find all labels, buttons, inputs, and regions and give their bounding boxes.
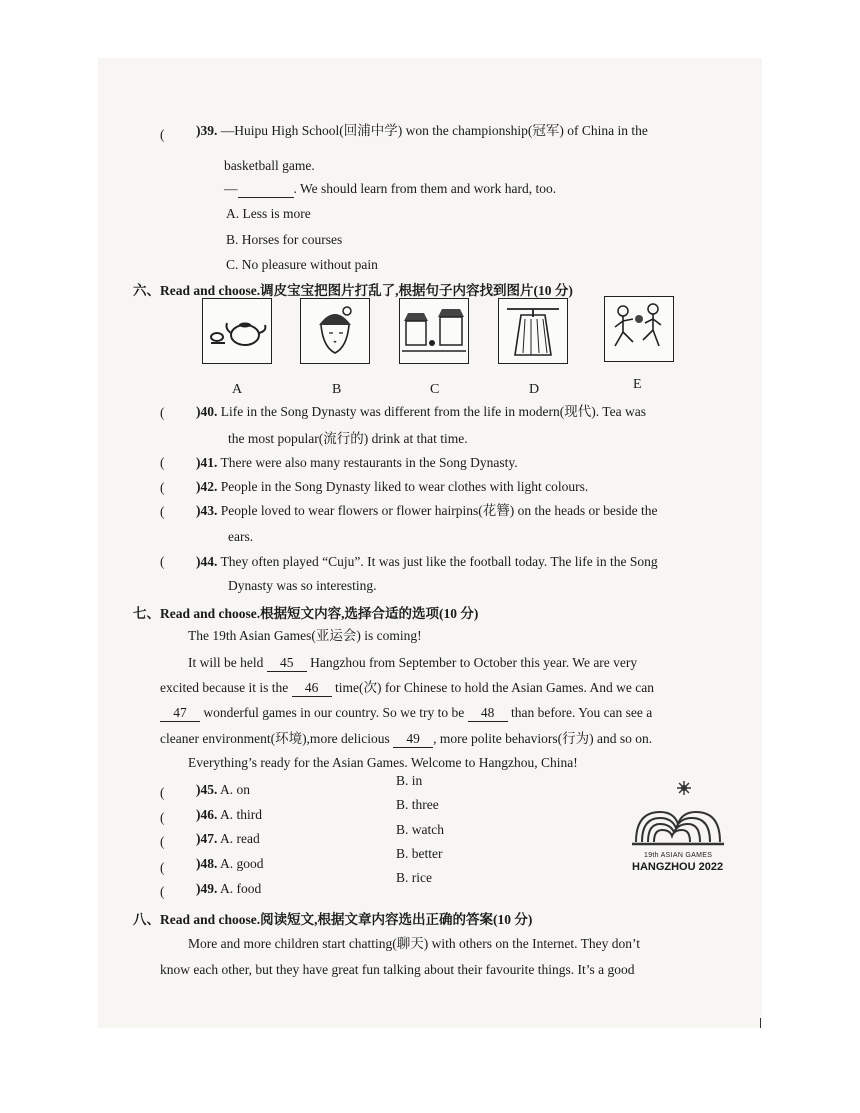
robe-icon	[499, 299, 567, 363]
cuju-players-icon	[605, 297, 673, 361]
blank-48[interactable]: 48	[468, 705, 508, 722]
picture-label-b: B	[332, 382, 342, 397]
teapot-icon	[203, 299, 271, 363]
section8-line2: know each other, but they have great fun talking about their favourite things. It’s a good	[160, 962, 635, 977]
q42-number: )42.	[196, 479, 218, 494]
option-a: A. third	[220, 807, 263, 822]
blank-46[interactable]: 46	[292, 680, 332, 697]
q39-text-3: . We should learn from them and work hard, too.	[293, 181, 557, 196]
q46-option-b: B. three	[396, 797, 439, 812]
answer-paren[interactable]: (	[160, 455, 165, 470]
section7-title: 七、Read and choose.	[133, 606, 261, 621]
q46-option-a	[196, 807, 262, 823]
passage-line5: Everything’s ready for the Asian Games. Welcome to Hangzhou, China!	[188, 755, 578, 770]
passage-text: time(次) for Chinese to hold the Asian Games. And we can	[334, 680, 655, 695]
q49-option-b: B. rice	[396, 870, 432, 885]
q39-dash: —	[224, 181, 238, 196]
section6-title-cn: 调皮宝宝把图片打乱了,根据句子内容找到图片(10 分)	[260, 283, 573, 298]
section6-heading	[133, 279, 573, 299]
logo-subtitle: 19th ASIAN GAMES	[644, 852, 713, 859]
answer-paren[interactable]: (	[160, 810, 165, 825]
q47-option-a	[196, 831, 260, 847]
q49-number: )49.	[196, 881, 218, 896]
picture-teapot	[202, 298, 272, 364]
q42-text: People in the Song Dynasty liked to wear clothes with light colours.	[220, 479, 589, 494]
street-icon	[400, 299, 468, 363]
woman-hairpin-icon	[301, 299, 369, 363]
picture-label-e: E	[633, 377, 642, 392]
section7-heading	[133, 602, 478, 622]
answer-paren[interactable]: (	[160, 480, 165, 495]
q39-blank[interactable]	[238, 181, 294, 198]
q39-line1	[196, 123, 648, 139]
option-a: A. good	[220, 856, 264, 871]
answer-paren[interactable]: (	[160, 884, 165, 899]
blank-49[interactable]: 49	[393, 731, 433, 748]
q41-text: There were also many restaurants in the Song Dynasty.	[220, 455, 518, 470]
answer-paren[interactable]: (	[160, 785, 165, 800]
q39-number: )39.	[196, 123, 218, 138]
q44-line1	[196, 554, 658, 570]
q47-number: )47.	[196, 831, 218, 846]
section8-title: 八、Read and choose.	[133, 912, 261, 927]
passage-text: It will be held	[188, 655, 264, 670]
passage-line2	[160, 680, 654, 697]
section8-heading	[133, 908, 532, 928]
picture-cuju	[604, 296, 674, 362]
option-a: A. food	[220, 881, 262, 896]
q44-number: )44.	[196, 554, 218, 569]
passage-line1	[188, 655, 637, 672]
passage-text: Hangzhou from September to October this year. We are very	[310, 655, 638, 670]
q41-line	[196, 455, 518, 471]
q47-option-b: B. watch	[396, 822, 444, 837]
q39-line2: basketball game.	[224, 158, 315, 173]
q43-text-1: People loved to wear flowers or flower hairpins(花簪) on the heads or beside the	[220, 503, 658, 518]
answer-paren[interactable]: (	[160, 834, 165, 849]
picture-street-restaurants	[399, 298, 469, 364]
answer-paren[interactable]: (	[160, 504, 165, 519]
q45-number: )45.	[196, 782, 218, 797]
passage-heading: The 19th Asian Games(亚运会) is coming!	[188, 628, 422, 643]
q48-option-b: B. better	[396, 846, 443, 861]
q39-option-a: A. Less is more	[226, 206, 311, 221]
q39-line3	[224, 181, 556, 198]
q46-number: )46.	[196, 807, 218, 822]
q43-line1	[196, 503, 658, 519]
q43-number: )43.	[196, 503, 218, 518]
option-a: A. read	[220, 831, 260, 846]
picture-song-clothes	[498, 298, 568, 364]
q48-option-a	[196, 856, 264, 872]
q49-option-a	[196, 881, 261, 897]
q41-number: )41.	[196, 455, 218, 470]
logo-title: HANGZHOU 2022	[632, 861, 724, 873]
picture-label-a: A	[232, 382, 243, 397]
q40-line1	[196, 404, 646, 420]
q39-option-c: C. No pleasure without pain	[226, 257, 378, 272]
q42-line	[196, 479, 588, 495]
passage-text: excited because it is the	[160, 680, 289, 695]
page-edge-mark	[760, 1018, 761, 1028]
passage-line3	[160, 705, 652, 722]
blank-47[interactable]: 47	[160, 705, 200, 722]
section6-title: 六、Read and choose.	[133, 283, 261, 298]
q44-text-1: They often played “Cuju”. It was just like the football today. The life in the Song	[220, 554, 658, 569]
q45-option-a	[196, 782, 250, 798]
q39-text-1: —Huipu High School(回浦中学) won the championship(冠军) of China in the	[220, 123, 648, 138]
option-a: A. on	[220, 782, 251, 797]
passage-line4	[160, 731, 652, 748]
q40-number: )40.	[196, 404, 218, 419]
picture-label-d: D	[529, 382, 540, 397]
section8-line1: More and more children start chatting(聊天) with others on the Internet. They don’t	[188, 936, 641, 951]
q39-option-b: B. Horses for courses	[226, 232, 343, 247]
asian-games-emblem-icon	[628, 780, 728, 852]
picture-label-c: C	[430, 382, 440, 397]
answer-paren[interactable]: (	[160, 554, 165, 569]
answer-paren[interactable]: (	[160, 127, 165, 142]
blank-45[interactable]: 45	[267, 655, 307, 672]
q40-line2: the most popular(流行的) drink at that time.	[228, 431, 468, 446]
q43-line2: ears.	[228, 529, 254, 544]
q48-number: )48.	[196, 856, 218, 871]
q44-line2: Dynasty was so interesting.	[228, 578, 377, 593]
passage-text: than before. You can see a	[510, 705, 653, 720]
q45-option-b: B. in	[396, 773, 423, 788]
passage-text: wonderful games in our country. So we try to be	[203, 705, 465, 720]
section7-title-cn: 根据短文内容,选择合适的选项(10 分)	[260, 606, 479, 621]
passage-text: cleaner environment(环境),more delicious	[160, 731, 390, 746]
answer-paren[interactable]: (	[160, 860, 165, 875]
q40-text-1: Life in the Song Dynasty was different from the life in modern(现代). Tea was	[220, 404, 646, 419]
picture-hairpin-woman	[300, 298, 370, 364]
answer-paren[interactable]: (	[160, 405, 165, 420]
passage-text: , more polite behaviors(行为) and so on.	[433, 731, 653, 746]
asian-games-logo	[628, 780, 728, 880]
section8-title-cn: 阅读短文,根据文章内容选出正确的答案(10 分)	[260, 912, 533, 927]
